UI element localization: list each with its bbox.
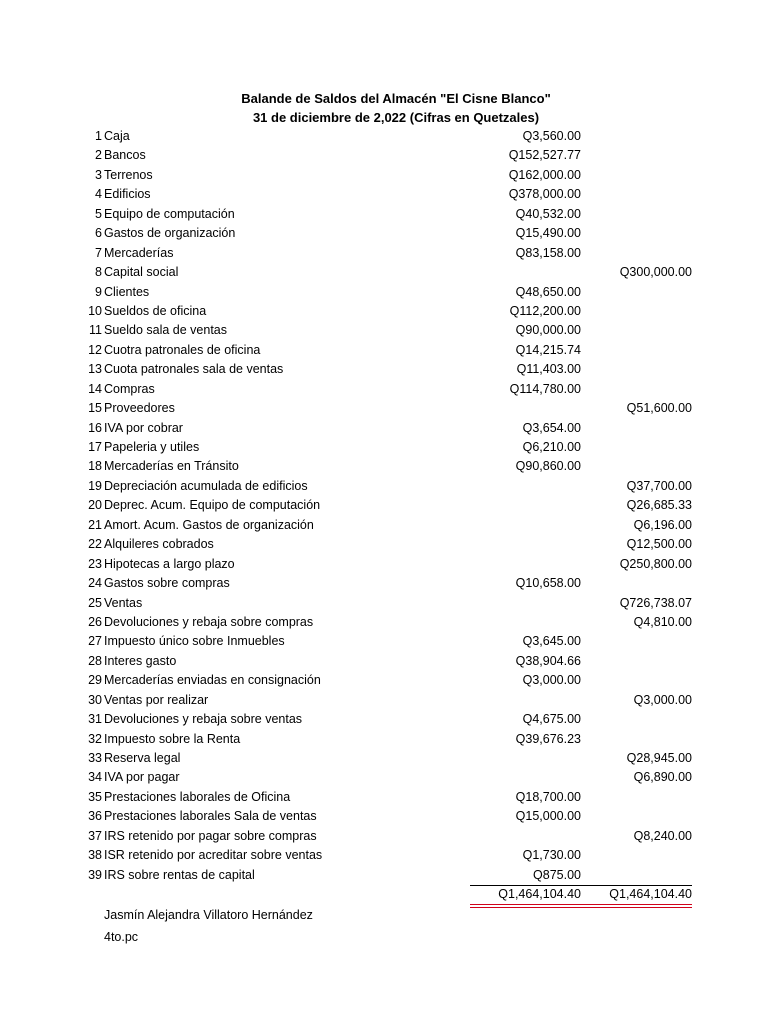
debit-amount: Q18,700.00: [515, 789, 581, 804]
table-row: [0, 671, 768, 690]
row-number: 36: [88, 809, 102, 824]
credit-amount: Q300,000.00: [619, 265, 692, 280]
debit-amount: Q15,000.00: [515, 809, 581, 824]
account-name: Hipotecas a largo plazo: [104, 556, 235, 571]
debit-amount: Q875.00: [533, 867, 581, 882]
debit-amount: Q11,403.00: [516, 362, 581, 377]
row-number: 26: [88, 614, 102, 629]
credit-amount: Q37,700.00: [626, 478, 692, 493]
author-name: Jasmín Alejandra Villatoro Hernández: [104, 908, 313, 922]
table-row: [0, 652, 768, 671]
table-row: [0, 341, 768, 360]
debit-amount: Q112,200.00: [509, 303, 581, 318]
row-number: 35: [88, 789, 102, 804]
table-row: [0, 477, 768, 496]
debit-amount: Q38,904.66: [515, 653, 581, 668]
debit-amount: Q40,532.00: [515, 206, 581, 221]
debit-amount: Q3,645.00: [522, 634, 581, 649]
table-row: [0, 632, 768, 651]
account-name: IVA por cobrar: [104, 420, 183, 435]
row-number: 1: [95, 129, 102, 143]
row-number: 11: [89, 323, 102, 338]
table-row: [0, 827, 768, 846]
table-row: [0, 205, 768, 224]
account-name: Ventas por realizar: [104, 692, 209, 707]
debit-amount: Q10,658.00: [515, 576, 581, 591]
table-row: [0, 263, 768, 282]
row-number: 33: [88, 751, 102, 765]
debit-amount: Q378,000.00: [508, 187, 581, 202]
account-name: Bancos: [104, 148, 146, 163]
account-name: Mercaderías en Tránsito: [104, 459, 239, 474]
document-title: Balande de Saldos del Almacén "El Cisne Blanco": [241, 91, 551, 106]
table-row: [0, 419, 768, 438]
credit-amount: Q8,240.00: [633, 828, 692, 843]
account-name: Caja: [104, 129, 130, 143]
row-number: 28: [88, 653, 102, 668]
account-name: Impuesto sobre la Renta: [104, 731, 241, 746]
credit-amount: Q28,945.00: [626, 751, 692, 765]
credit-amount: Q3,000.00: [633, 692, 692, 707]
account-name: Mercaderías: [104, 245, 174, 260]
account-name: Reserva legal: [104, 751, 181, 765]
credit-amount: Q51,600.00: [626, 401, 692, 416]
credit-amount: Q726,738.07: [619, 595, 692, 610]
row-number: 32: [88, 731, 102, 746]
table-row: [0, 496, 768, 515]
account-name: Amort. Acum. Gastos de organización: [104, 517, 314, 532]
balance-table: [0, 127, 768, 885]
account-name: Mercaderías enviadas en consignación: [104, 673, 321, 688]
row-number: 16: [88, 420, 102, 435]
row-number: 27: [88, 634, 102, 649]
account-name: Depreciación acumulada de edificios: [104, 478, 308, 493]
account-name: Edificios: [104, 187, 151, 202]
debit-amount: Q90,000.00: [515, 323, 581, 338]
account-name: Compras: [104, 381, 155, 396]
row-number: 10: [88, 303, 102, 318]
account-name: IVA por pagar: [104, 770, 180, 785]
account-name: Interes gasto: [104, 653, 177, 668]
totals-row: [0, 885, 768, 904]
credit-amount: Q6,196.00: [633, 517, 692, 532]
account-name: Clientes: [104, 284, 150, 299]
table-row: [0, 380, 768, 399]
table-row: [0, 594, 768, 613]
author-group: 4to.pc: [104, 930, 139, 944]
table-row: [0, 710, 768, 729]
table-row: [0, 730, 768, 749]
credit-amount: Q26,685.33: [626, 498, 692, 513]
table-row: [0, 244, 768, 263]
row-number: 22: [88, 537, 102, 552]
debit-amount: Q83,158.00: [515, 245, 581, 260]
account-name: Devoluciones y rebaja sobre ventas: [104, 712, 303, 727]
account-name: Cuota patronales sala de ventas: [104, 362, 284, 377]
credit-amount: Q12,500.00: [626, 537, 692, 552]
row-number: 21: [88, 517, 102, 532]
total-credit: Q1,464,104.40: [609, 887, 692, 901]
debit-amount: Q3,654.00: [522, 420, 581, 435]
debit-amount: Q114,780.00: [509, 381, 581, 396]
account-name: Equipo de computación: [104, 206, 235, 221]
table-row: [0, 438, 768, 457]
row-number: 34: [88, 770, 102, 785]
debit-amount: Q14,215.74: [515, 342, 581, 357]
debit-amount: Q6,210.00: [522, 440, 581, 454]
table-row: [0, 399, 768, 418]
debit-amount: Q152,527.77: [508, 148, 581, 163]
row-number: 39: [88, 867, 102, 882]
table-row: [0, 321, 768, 340]
row-number: 12: [88, 342, 102, 357]
account-name: ISR retenido por acreditar sobre ventas: [104, 848, 323, 863]
table-row: [0, 846, 768, 865]
account-name: Devoluciones y rebaja sobre compras: [104, 614, 314, 629]
total-double-underline-1: [470, 904, 692, 905]
table-row: [0, 807, 768, 826]
debit-amount: Q162,000.00: [508, 167, 581, 182]
table-row: [0, 360, 768, 379]
row-number: 13: [88, 362, 102, 377]
table-row: [0, 457, 768, 476]
account-name: Alquileres cobrados: [104, 537, 214, 552]
row-number: 15: [88, 401, 102, 416]
account-name: Gastos de organización: [104, 226, 236, 241]
account-name: Sueldo sala de ventas: [104, 323, 228, 338]
table-row: [0, 283, 768, 302]
row-number: 19: [88, 478, 102, 493]
table-row: [0, 535, 768, 554]
table-row: [0, 866, 768, 885]
account-name: Proveedores: [104, 401, 175, 416]
table-row: [0, 749, 768, 768]
row-number: 8: [95, 265, 102, 280]
total-debit: Q1,464,104.40: [498, 887, 581, 901]
table-row: [0, 574, 768, 593]
credit-amount: Q6,890.00: [633, 770, 692, 785]
table-row: [0, 302, 768, 321]
row-number: 4: [95, 187, 102, 202]
row-number: 2: [95, 148, 102, 163]
row-number: 38: [88, 848, 102, 863]
table-row: [0, 691, 768, 710]
document-subtitle: 31 de diciembre de 2,022 (Cifras en Quetzales): [252, 110, 540, 125]
table-row: [0, 555, 768, 574]
debit-amount: Q3,000.00: [522, 673, 581, 688]
row-number: 7: [95, 245, 102, 260]
row-number: 9: [95, 284, 102, 299]
account-name: Sueldos de oficina: [104, 303, 207, 318]
row-number: 14: [88, 381, 102, 396]
row-number: 6: [95, 226, 102, 241]
row-number: 20: [88, 498, 102, 513]
debit-amount: Q3,560.00: [522, 129, 581, 143]
table-row: [0, 224, 768, 243]
account-name: Papeleria y utiles: [104, 440, 200, 454]
table-row: [0, 166, 768, 185]
row-number: 30: [88, 692, 102, 707]
account-name: Ventas: [104, 595, 143, 610]
row-number: 24: [88, 576, 102, 591]
account-name: Prestaciones laborales de Oficina: [104, 789, 291, 804]
account-name: Gastos sobre compras: [104, 576, 230, 591]
row-number: 25: [88, 595, 102, 610]
row-number: 23: [88, 556, 102, 571]
table-row: [0, 146, 768, 165]
credit-amount: Q250,800.00: [619, 556, 692, 571]
debit-amount: Q39,676.23: [515, 731, 581, 746]
account-name: IRS retenido por pagar sobre compras: [104, 828, 317, 843]
total-double-underline-2: [470, 907, 692, 908]
row-number: 31: [88, 712, 102, 727]
account-name: Terrenos: [104, 167, 153, 182]
table-row: [0, 768, 768, 787]
debit-amount: Q90,860.00: [515, 459, 581, 474]
account-name: Deprec. Acum. Equipo de computación: [104, 498, 321, 513]
debit-amount: Q15,490.00: [515, 226, 581, 241]
debit-amount: Q48,650.00: [515, 284, 581, 299]
row-number: 37: [88, 828, 102, 843]
table-row: [0, 127, 768, 146]
account-name: Cuotra patronales de oficina: [104, 342, 261, 357]
credit-amount: Q4,810.00: [633, 614, 692, 629]
debit-amount: Q1,730.00: [522, 848, 581, 863]
row-number: 17: [88, 440, 102, 454]
table-row: [0, 516, 768, 535]
account-name: Capital social: [104, 265, 179, 280]
table-row: [0, 788, 768, 807]
row-number: 29: [88, 673, 102, 688]
row-number: 18: [88, 459, 102, 474]
debit-amount: Q4,675.00: [522, 712, 581, 727]
account-name: Impuesto único sobre Inmuebles: [104, 634, 285, 649]
table-row: [0, 613, 768, 632]
account-name: IRS sobre rentas de capital: [104, 867, 255, 882]
row-number: 3: [95, 167, 102, 182]
account-name: Prestaciones laborales Sala de ventas: [104, 809, 317, 824]
table-row: [0, 185, 768, 204]
row-number: 5: [95, 206, 102, 221]
